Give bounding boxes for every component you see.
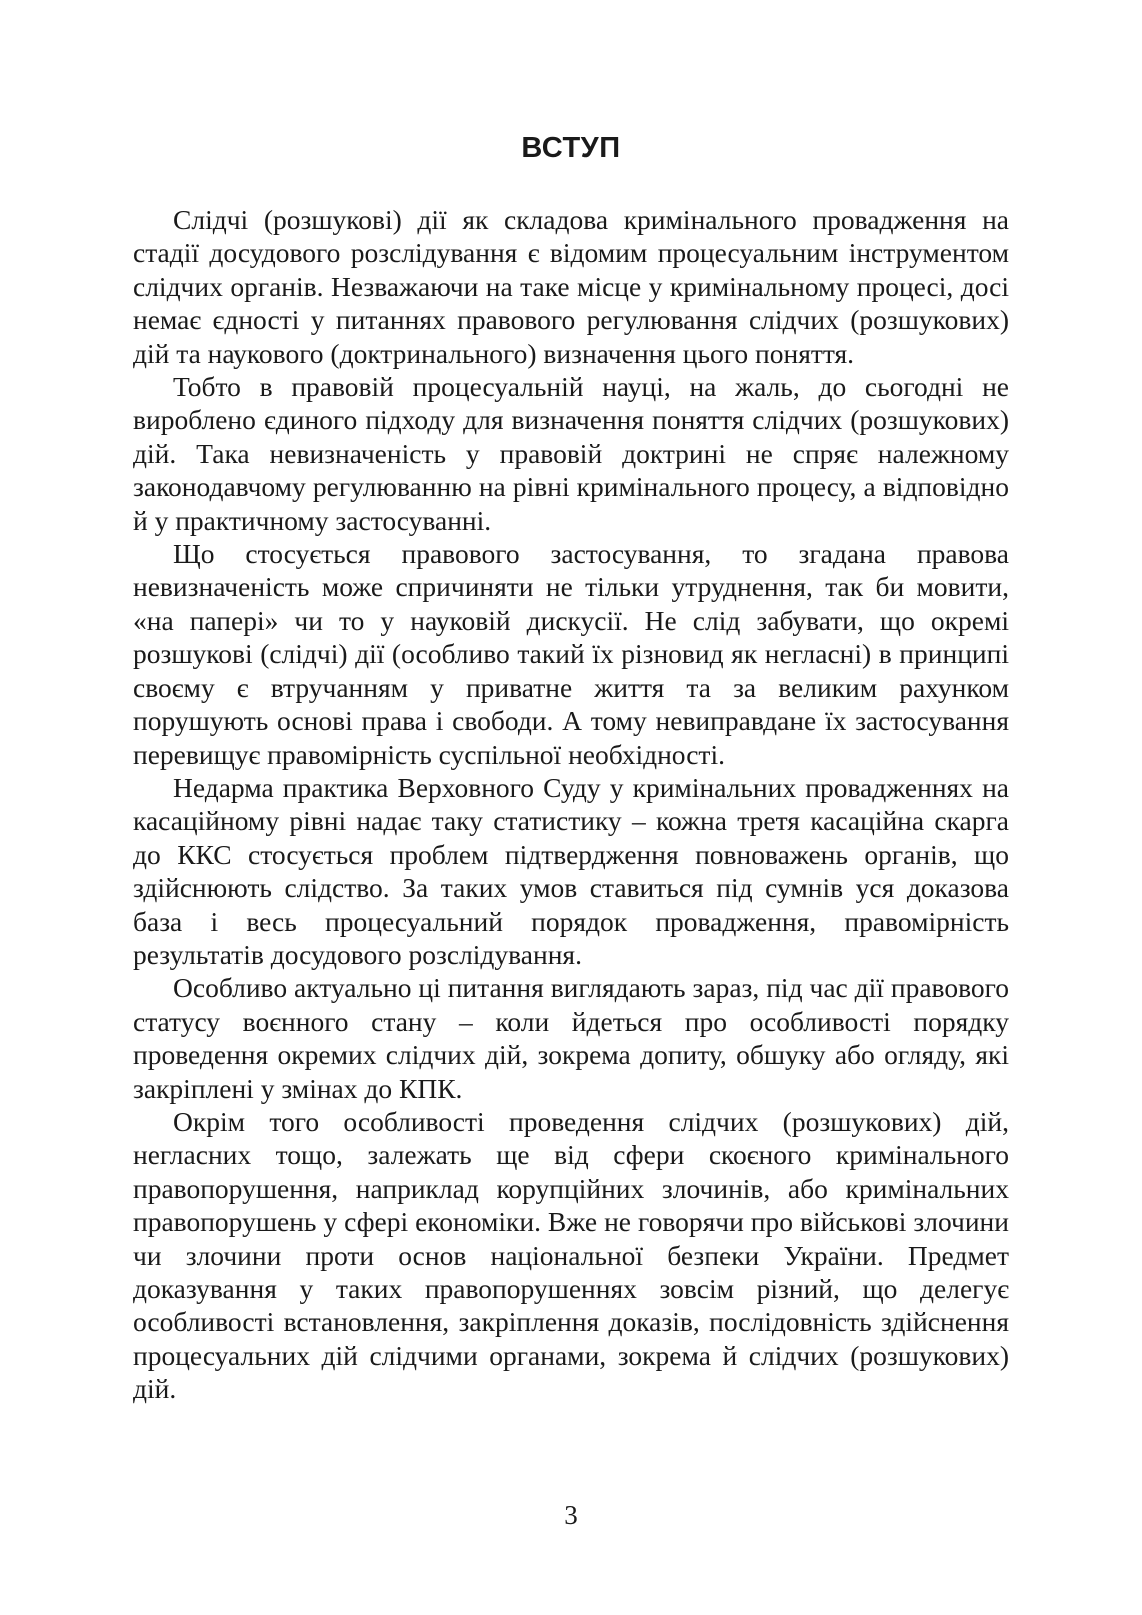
paragraph-2: Тобто в правовій процесуальній науці, на жаль, до сьогодні не вироблено єдиного підходу для визначення поняття слідчих (розшукових) дій. Така невизначеність у правовій доктрині не спряє належному законодавчому регулюванню на рівні кримінального процесу, а відповідно й у практичному застосуванні. [133,371,1009,536]
body-text [133,203,1009,1406]
page-title: ВСТУП [521,132,621,164]
paragraph-4: Недарма практика Верховного Суду у кримінальних провадженнях на касаційному рівні надає таку статистику – кожна третя касаційна скарга до ККС стосується проблем підтвердження повноважень органів, що здійснюють слідство. За таких умов ставиться під сумнів уся доказова база і весь процесуальний порядок провадження, правомірність результатів досудового розслідування. [133,771,1009,970]
paragraph-6: Окрім того особливості проведення слідчих (розшукових) дій, негласних тощо, залежать ще від сфери скоєного кримінального правопорушення, наприклад корупційних злочинів, або кримінальних правопорушень у сфері економіки. Вже не говорячи про військові злочини чи злочини проти основ національної безпеки України. Предмет доказування у таких правопорушеннях зовсім різний, що делегує особливості встановлення, закріплення доказів, послідовність здійснення процесуальних дій слідчими органами, зокрема й слідчих (розшукових) дій. [133,1105,1009,1405]
paragraph-1: Слідчі (розшукові) дії як складова кримінального провадження на стадії досудового розслідування є відомим процесуальним інструментом слідчих органів. Незважаючи на таке місце у кримінальному процесі, досі немає єдності у питаннях правового регулювання слідчих (розшукових) дій та наукового (доктринального) визначення цього поняття. [133,204,1009,369]
paragraph-3: Що стосується правового застосування, то згадана правова невизначеність може спричиняти не тільки утруднення, так би мовити, «на папері» чи то у науковій дискусії. Не слід забувати, що окремі розшукові (слідчі) дії (особливо такий їх різновид як негласні) в принципі своєму є втручанням у приватне життя та за великим рахунком порушують основі права і свободи. А тому невиправдане їх застосування перевищує правомірність суспільної необхідності. [133,538,1009,770]
paragraph-5: Особливо актуально ці питання виглядають зараз, під час дії правового статусу воєнного стану – коли йдеться про особливості порядку проведення окремих слідчих дій, зокрема допиту, обшуку або огляду, які закріплені у змінах до КПК. [133,972,1009,1104]
page-number: 3 [564,1500,578,1530]
